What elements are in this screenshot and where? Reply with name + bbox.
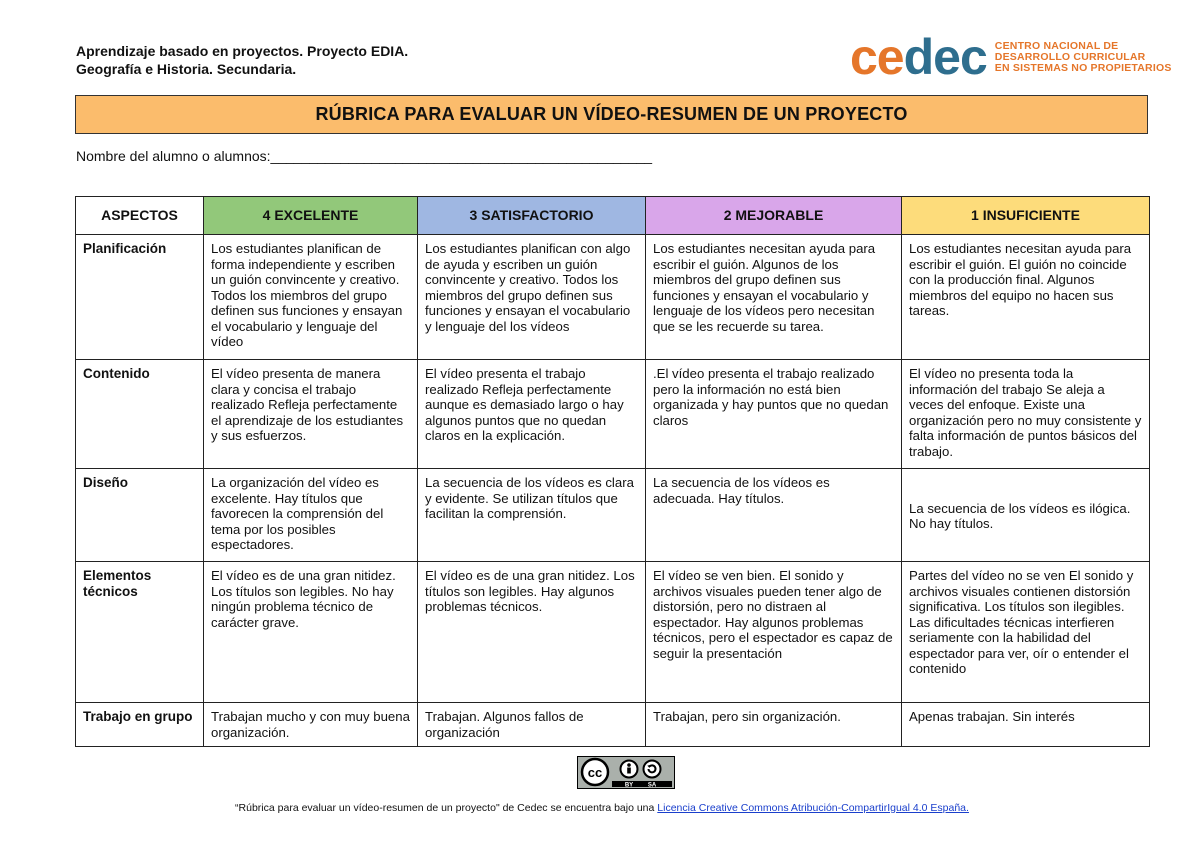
aspect-cell: Planificación [76,235,204,360]
rubric-cell: La secuencia de los vídeos es adecuada. Hay títulos. [646,469,902,562]
aspect-cell: Trabajo en grupo [76,703,204,747]
cedec-logo-wordmark: cedec [850,29,987,85]
header-insuficiente: 1 INSUFICIENTE [902,197,1150,235]
license-footer [0,802,1204,814]
rubric-cell: .El vídeo presenta el trabajo realizado pero la información no está bien organizada y hay puntos que no quedan claros [646,360,902,469]
rubric-cell: Los estudiantes planifican con algo de ayuda y escriben un guión convincente y creativo. Todos los miembros del grupo definen sus funciones y ensayan el vocabulario y lenguaje del los vídeos [418,235,646,360]
rubric-cell: La secuencia de los vídeos es ilógica. No hay títulos. [902,469,1150,562]
cc-by-sa-icon [578,757,674,788]
cedec-logo-subtitle: CENTRO NACIONAL DE DESARROLLO CURRICULAR EN SISTEMAS NO PROPIETARIOS [994,39,1172,74]
aspect-cell: Elementos técnicos [76,562,204,703]
header-aspectos: ASPECTOS [76,197,204,235]
rubric-header-row [76,197,1150,235]
svg-text:cc: cc [587,765,603,780]
footer-text: “Rúbrica para evaluar un vídeo-resumen de un proyecto" de Cedec se encuentra bajo una [235,802,658,814]
rubric-cell: Partes del vídeo no se ven El sonido y archivos visuales contienen distorsión significativa. Los títulos son ilegibles. Las dificultades técnicas interfieren seriamente con la habilidad del espectador para ver, oír o entender el contenido [902,562,1150,703]
header-satisfactorio: 3 SATISFACTORIO [418,197,646,235]
rubric-cell: Trabajan. Algunos fallos de organización [418,703,646,747]
aspect-cell: Contenido [76,360,204,469]
rubric-cell: Los estudiantes necesitan ayuda para escribir el guión. Algunos de los miembros del grupo definen sus funciones y ensayan el vocabulario y lenguaje de los vídeos pero necesitan que se les recuerde su tarea. [646,235,902,360]
aspect-cell: Diseño [76,469,204,562]
header-excelente: 4 EXCELENTE [204,197,418,235]
table-row [76,703,1150,747]
rubric-table [75,196,1150,747]
rubric-cell: Los estudiantes necesitan ayuda para escribir el guión. El guión no coincide con la producción final. Algunos miembros del equipo no hacen sus tareas. [902,235,1150,360]
license-link[interactable]: Licencia Creative Commons Atribución-CompartirIgual 4.0 España. [657,802,969,814]
document-header [76,42,408,78]
rubric-cell: El vídeo no presenta toda la información del trabajo Se aleja a veces del enfoque. Existe una organización pero no muy consistente y falta información de puntos básicos del trabajo. [902,360,1150,469]
rubric-cell: El vídeo es de una gran nitidez. Los títulos son legibles. No hay ningún problema técnico de carácter grave. [204,562,418,703]
rubric-cell: La secuencia de los vídeos es clara y evidente. Se utilizan títulos que facilitan la comprensión. [418,469,646,562]
svg-text:BY: BY [624,782,634,788]
cc-license-badge[interactable] [577,756,675,789]
rubric-cell: Los estudiantes planifican de forma independiente y escriben un guión convincente y creativo. Todos los miembros del grupo definen sus funciones y ensayan el vocabulario y lenguaje del vídeo [204,235,418,360]
rubric-cell: La organización del vídeo es excelente. Hay títulos que favorecen la comprensión del tema por los posibles espectadores. [204,469,418,562]
student-name-line: Nombre del alumno o alumnos:_________________________________________________ [76,148,653,164]
rubric-title: RÚBRICA PARA EVALUAR UN VÍDEO-RESUMEN DE UN PROYECTO [75,95,1148,134]
rubric-cell: El vídeo presenta el trabajo realizado Refleja perfectamente aunque es demasiado largo o hay algunos puntos que no quedan claros en la explicación. [418,360,646,469]
table-row [76,360,1150,469]
rubric-cell: Trabajan mucho y con muy buena organización. [204,703,418,747]
rubric-cell: El vídeo presenta de manera clara y concisa el trabajo realizado Refleja perfectamente el aprendizaje de los estudiantes y sus esfuerzos. [204,360,418,469]
table-row [76,469,1150,562]
table-row [76,562,1150,703]
header-line-1: Aprendizaje basado en proyectos. Proyecto EDIA. [76,43,409,59]
table-row [76,235,1150,360]
header-line-2: Geografía e Historia. Secundaria. [76,61,297,77]
cedec-logo [850,29,1172,85]
rubric-cell: El vídeo es de una gran nitidez. Los títulos son legibles. Hay algunos problemas técnicos. [418,562,646,703]
rubric-cell: Trabajan, pero sin organización. [646,703,902,747]
svg-text:SA: SA [647,782,657,788]
rubric-cell: Apenas trabajan. Sin interés [902,703,1150,747]
header-mejorable: 2 MEJORABLE [646,197,902,235]
rubric-cell: El vídeo se ven bien. El sonido y archivos visuales pueden tener algo de distorsión, pero no distraen al espectador. Hay algunos problemas técnicos, pero el espectador es capaz de seguir la presentación [646,562,902,703]
